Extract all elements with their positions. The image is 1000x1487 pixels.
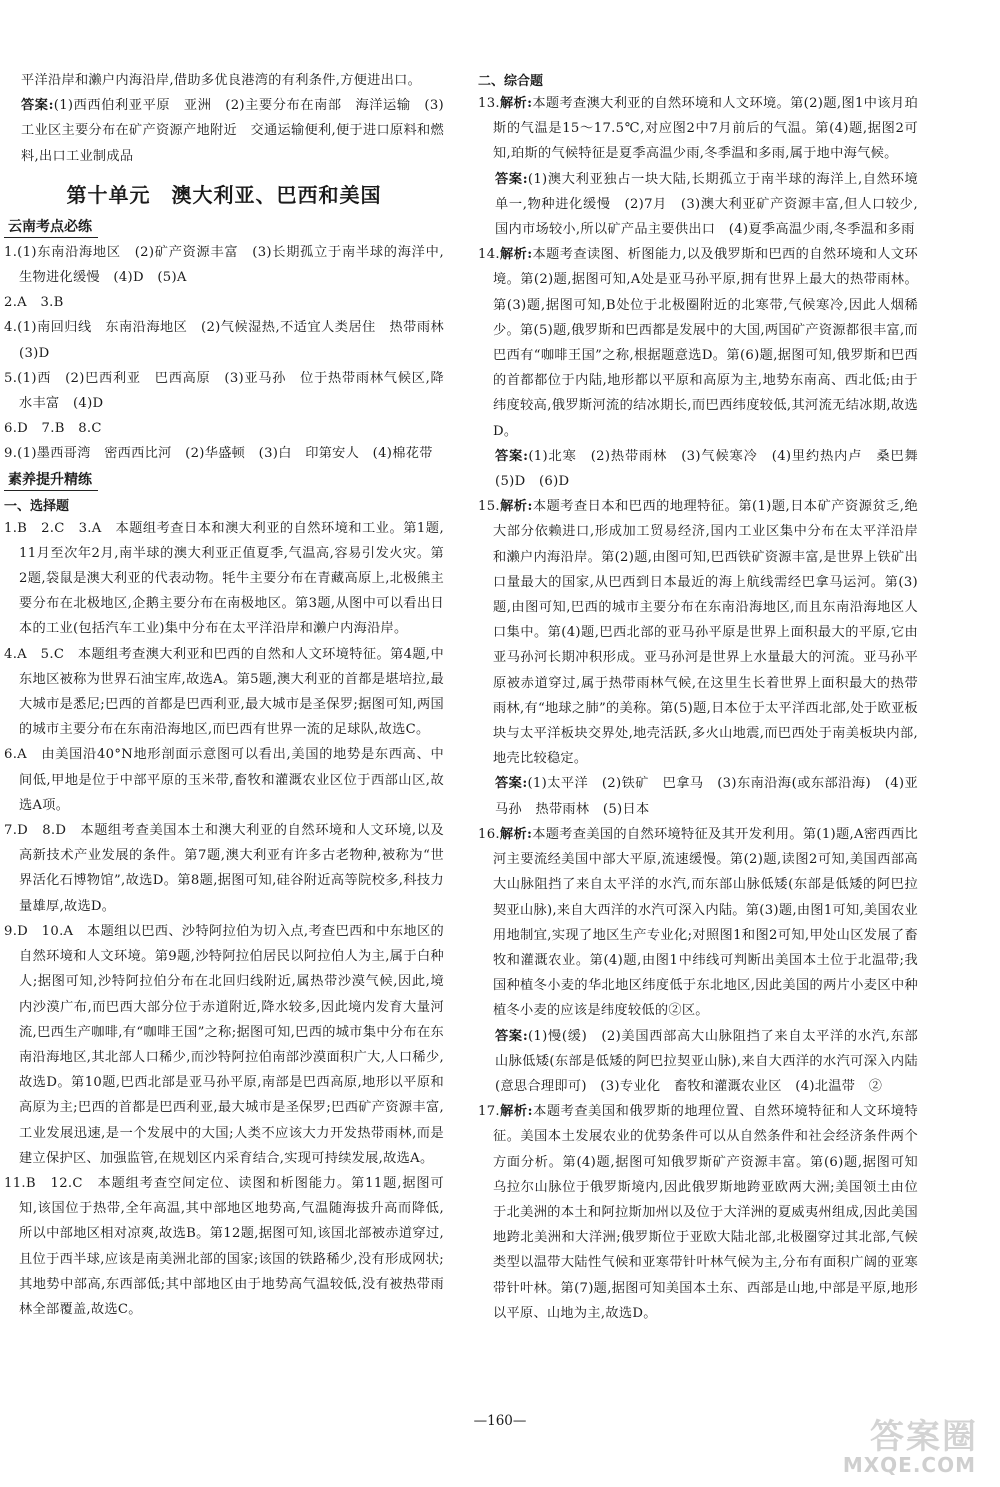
answer-text: (1)澳大利亚独占一块大陆,长期孤立于南半球的海洋上,自然环境单一,物种进化缓慢 (2)7月 (3)澳大利亚矿产资源丰富,但人口较少,国内市场较小,所以矿产品主要供出口 (4)夏季高温少雨,冬季温和多雨	[495, 171, 918, 238]
list-item: 11.B 12.C 本题组考查空间定位、读图和析图能力。第11题,据图可知,该国位于热带,全年高温,其中部地区地势高,气温随海拔升高而降低,所以中部地区相对凉爽,故选B。第12题,据图可知,该国北部被赤道穿过,且位于西半球,应该是南美洲北部的国家;该国的铁路稀少,没有形成网状;其地势中部高,东西部低;其中部地区由于地势高气温较低,没有被热带雨林全部覆盖,故选C。	[4, 1175, 444, 1317]
analysis-text: 本题考查读图、析图能力,以及俄罗斯和巴西的自然环境和人文环境。第(2)题,据图可知,A处是亚马孙平原,拥有世界上最大的热带雨林。第(3)题,据图可知,B处位于北极圈附近的北寒带,气候寒冷,因此人烟稀少。第(5)题,俄罗斯和巴西都是发展中的大国,两国矿产资源都很丰富,而巴西有“咖啡王国”之称,根据题意选D。第(6)题,据图可知,俄罗斯和巴西的首都都位于内陆,地形都以平原和高原为主,地势东南高、西北低;由于纬度较高,俄罗斯河流的结冰期长,而巴西纬度较低,其河流无结冰期,故选D。	[493, 247, 918, 439]
left-column	[4, 68, 458, 1322]
answer-label: 答案:	[21, 98, 54, 114]
watermark-text: 答案圈	[870, 1417, 978, 1457]
watermark-logo	[806, 1409, 986, 1479]
analysis-text: 本题考查澳大利亚的自然环境和人文环境。第(2)题,图1中该月珀斯的气温是15～17.5℃,对应图2中7月前后的气温。第(4)题,据图2可知,珀斯的气候特征是夏季高温少雨,冬季温和多雨,属于地中海气候。	[493, 96, 918, 162]
right-column	[478, 68, 932, 1326]
question-number: 17.	[478, 1104, 500, 1120]
question-number: 13.	[478, 96, 500, 111]
intro-text: 平洋沿岸和濑户内海沿岸,借助多优良港湾的有利条件,方便进出口。	[21, 73, 422, 88]
subsection-title: 一、选择题	[4, 498, 70, 514]
s1-list	[4, 240, 458, 467]
answer-text: (1)慢(缓) (2)美国西部高大山脉阻挡了来自太平洋的水汽,东部山脉低矮(东部是低矮的阿巴拉契亚山脉),来自大西洋的水汽可深入内陆(意思合理即可) (3)专业化 畜牧和灌溉农业区 (4)北温带 ②	[495, 1028, 918, 1094]
analysis-label: 解析:	[499, 826, 533, 842]
question-number: 16.	[478, 826, 500, 842]
question-15	[478, 494, 918, 822]
subsection-title: 二、综合题	[478, 74, 544, 89]
analysis-label: 解析:	[499, 96, 533, 111]
question-13	[478, 91, 918, 242]
list-item: 7.D 8.D 本题组考查美国本土和澳大利亚的自然环境和人文环境,以及高新技术产业发展的条件。第7题,澳大利亚有许多古老物种,被称为“世界活化石博物馆”,故选D。第8题,据图可知,硅谷附近高等院校多,科技力量雄厚,故选D。	[4, 823, 444, 914]
analysis-label: 解析:	[499, 499, 533, 515]
unit-title: 第十单元 澳大利亚、巴西和美国	[66, 182, 382, 207]
question-number: 15.	[478, 499, 500, 515]
answer-text: (1)西西伯利亚平原 亚洲 (2)主要分布在南部 海洋运输 (3)工业区主要分布在矿产资源产地附近 交通运输便利,便于进口原料和燃料,出口工业制成品	[21, 98, 444, 164]
list-item: 4.A 5.C 本题组考查澳大利亚和巴西的自然和人文环境特征。第4题,中东地区被称为世界石油宝库,故选A。第5题,澳大利亚的首都是堪培拉,最大城市是悉尼;巴西的首都是巴西利亚,最大城市是圣保罗;据图可知,两国的城市主要分布在东南沿海地区,而巴西有世界一流的足球队,故选C。	[4, 646, 444, 738]
analysis-text: 本题考查美国和俄罗斯的地理位置、自然环境特征和人文环境特征。美国本土发展农业的优势条件可以从自然条件和社会经济条件两个方面分析。第(4)题,据图可知俄罗斯矿产资源丰富。第(6)题,据图可知乌拉尔山脉位于俄罗斯境内,因此俄罗斯地跨亚欧两大洲;美国领土由位于北美洲的本土和阿拉斯加州以及位于大洋洲的夏威夷州组成,因此美国地跨北美洲和大洋洲;俄罗斯位于亚欧大陆北部,北极圈穿过其北部,气候类型以温带大陆性气候和亚寒带针叶林气候为主,分布有面积广阔的亚寒带针叶林。第(7)题,据图可知美国本土东、西部是山地,中部是平原,地形以平原、山地为主,故选D。	[493, 1104, 918, 1321]
list-item: 9.(1)墨西哥湾 密西西比河 (2)华盛顿 (3)白 印第安人 (4)棉花带	[4, 446, 433, 462]
section-title: 素养提升精练	[4, 469, 98, 491]
list-item: 6.D 7.B 8.C	[4, 421, 102, 437]
question-17	[478, 1099, 918, 1326]
list-item: 5.(1)西 (2)巴西利亚 巴西高原 (3)亚马孙 位于热带雨林气候区,降水丰富 (4)D	[4, 370, 444, 412]
list-item: 9.D 10.A 本题组以巴西、沙特阿拉伯为切入点,考查巴西和中东地区的自然环境和人文环境。第9题,沙特阿拉伯居民以阿拉伯人为主,属于白种人;据图可知,沙特阿拉伯分布在北回归线附近,属热带沙漠气候,因此,境内沙漠广布,而巴西大部分位于赤道附近,降水较多,因此境内发育大量河流,巴西生产咖啡,有“咖啡王国”之称;据图可知,巴西的城市集中分布在东南沿海地区,其北部人口稀少,而沙特阿拉伯南部沙漠面积广大,人口稀少,故选D。第10题,巴西北部是亚马孙平原,南部是巴西高原,地形以平原和高原为主;巴西的首都是巴西利亚,最大城市是圣保罗;巴西矿产资源丰富,工业发展迅速,是一个发展中的大国;人类不应该大力开发热带雨林,而是建立保护区、加强监管,在规划区内采育结合,实现可持续发展,故选A。	[4, 923, 444, 1166]
section-title: 云南考点必练	[4, 216, 98, 238]
question-number: 14.	[478, 247, 500, 263]
answer-label: 答案:	[495, 171, 528, 187]
analysis-label: 解析:	[499, 247, 533, 263]
answer-text: (1)太平洋 (2)铁矿 巴拿马 (3)东南沿海(或东部沿海) (4)亚马孙 热带雨林 (5)日本	[495, 776, 918, 817]
answer-label: 答案:	[495, 776, 528, 792]
analysis-text: 本题考查日本和巴西的地理特征。第(1)题,日本矿产资源贫乏,绝大部分依赖进口,形成加工贸易经济,国内工业区集中分布在太平洋沿岸和濑户内海沿岸。第(2)题,由图可知,巴西铁矿资源丰富,是世界上铁矿出口量最大的国家,从巴西到日本最近的海上航线需经巴拿马运河。第(3)题,由图可知,巴西的城市主要分布在东南沿海地区,而且东南沿海地区人口集中。第(4)题,巴西北部的亚马孙平原是世界上面积最大的平原,它由亚马孙河长期冲积形成。亚马孙河是世界上水量最大的河流。亚马孙平原被赤道穿过,属于热带雨林气候,在这里生长着世界上面积最大的热带雨林,有“地球之肺”的美称。第(5)题,日本位于太平洋西北部,处于欧亚板块与太平洋板块交界处,地壳活跃,多火山地震,而巴西处于南美板块内部,地壳比较稳定。	[493, 499, 918, 767]
analysis-text: 本题考查美国的自然环境特征及其开发利用。第(1)题,A密西西比河主要流经美国中部大平原,流速缓慢。第(2)题,读图2可知,美国西部高大山脉阻挡了来自太平洋的水汽,而东部山脉低矮(东部是低矮的阿巴拉契亚山脉),来自大西洋的水汽可深入内陆。第(3)题,由图1可知,美国农业用地制宜,实现了地区生产专业化;对照图1和图2可知,甲处山区发展了畜牧和灌溉农业。第(4)题,由图1中纬线可判断出美国本土位于北温带;我国种植冬小麦的华北地区纬度低于东北地区,因此美国的两片小麦区中种植冬小麦的应该是纬度较低的②区。	[493, 826, 918, 1019]
list-item: 1.(1)东南沿海地区 (2)矿产资源丰富 (3)长期孤立于南半球的海洋中,生物进化缓慢 (4)D (5)A	[4, 244, 444, 286]
intro-answer	[4, 93, 444, 169]
watermark-url: MXQE.COM	[842, 1453, 976, 1477]
list-item: 2.A 3.B	[4, 295, 64, 311]
list-item: 6.A 由美国沿40°N地形剖面示意图可以看出,美国的地势是东西高、中间低,甲地是位于中部平原的玉米带,畜牧和灌溉农业区位于西部山区,故选A项。	[4, 747, 444, 813]
answer-label: 答案:	[495, 1028, 528, 1044]
question-16	[478, 822, 918, 1099]
answer-text: (1)北寒 (2)热带雨林 (3)气候寒冷 (4)里约热内卢 桑巴舞 (5)D (6)D	[495, 448, 932, 490]
question-14	[478, 242, 932, 494]
answer-label: 答案:	[495, 448, 529, 464]
analysis-label: 解析:	[499, 1104, 533, 1120]
page-number: —160—	[473, 1413, 527, 1429]
list-item: 4.(1)南回归线 东南沿海地区 (2)气候湿热,不适宜人类居住 热带雨林 (3)D	[4, 320, 458, 361]
list-item: 1.B 2.C 3.A 本题组考查日本和澳大利亚的自然环境和工业。第1题,11月至次年2月,南半球的澳大利亚正值夏季,气温高,容易引发火灾。第2题,袋鼠是澳大利亚的代表动物。牦牛主要分布在青藏高原上,北极熊主要分布在北极地区,企鹅主要分布在南极地区。第3题,从图中可以看出日本的工业(包括汽车工业)集中分布在太平洋沿岸和濑户内海沿岸。	[4, 520, 444, 637]
choice-list	[4, 516, 444, 1323]
